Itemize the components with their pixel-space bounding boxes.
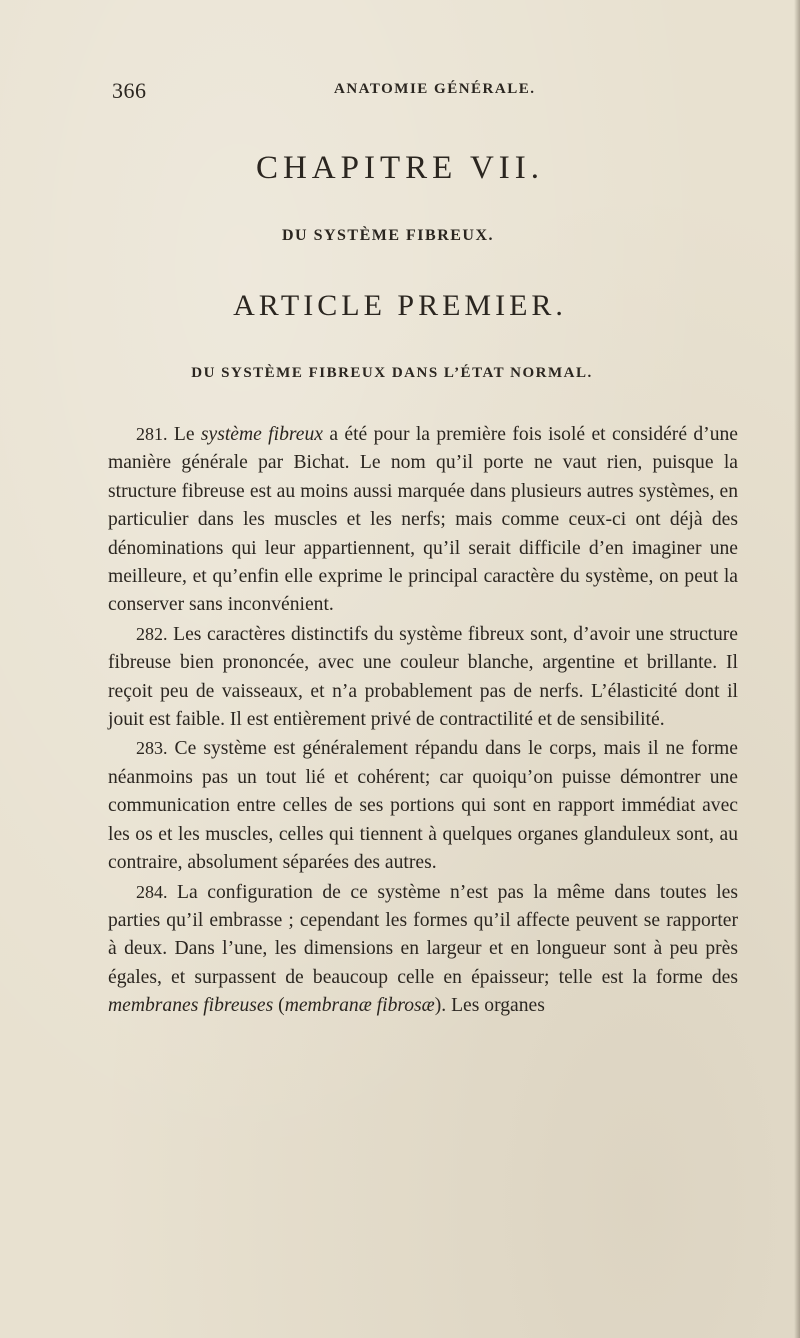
page-header xyxy=(112,78,692,102)
paragraph-282 xyxy=(108,620,738,735)
paragraph-text: Les caractères distinctifs du système fibreux sont, d’avoir une structure fibreuse bien prononcée, avec une couleur blanche, argentine et brillante. Il reçoit peu de vaisseaux, et n’a probablement pas de nerfs. L’élasticité dont il jouit est faible. Il est entièrement privé de contractilité et de sensibilité. xyxy=(108,623,738,731)
paragraph-text: La configuration de ce système n’est pas la même dans toutes les parties qu’il embrasse ; cependant les formes qu’il affecte peuvent se rapporter à deux. Dans l’une, les dimensions en largeur et en longueur sont à peu près égales, et surpassent de beaucoup celle en épaisseur; telle est la forme des xyxy=(108,881,738,988)
article-title: ARTICLE PREMIER. xyxy=(233,289,567,322)
paragraph-number: 282. xyxy=(136,623,168,644)
paragraph-text: ( xyxy=(273,995,285,1017)
paragraph-number: 284. xyxy=(136,881,168,902)
paragraph-281 xyxy=(108,420,738,620)
paragraph-text: Ce système est généralement répandu dans le corps, mais il ne forme néanmoins pas un tout lié et cohérent; car quoiqu’on puisse démontrer une communication entre celles de ses portions qui sont en rapport immédiat avec les os et les muscles, celles qui tiennent à quelques organes glanduleux sont, au contraire, absolument séparées des autres. xyxy=(108,738,738,874)
paragraph-text: a été pour la première fois isolé et considéré d’une manière générale par Bichat. Le nom qu’il porte ne vaut rien, puisque la structure fibreuse est au moins aussi marquée dans plusieurs autres systèmes, en particulier dans les muscles et les nerfs; mais comme ceux-ci ont déjà des dénominations qui leur appartiennent, qu’il serait difficile d’en imaginer une meilleure, et qu’enfin elle exprime le principal caractère du système, on peut la conserver sans inconvénient. xyxy=(108,424,739,616)
page-number: 366 xyxy=(112,78,147,103)
page-edge-shadow xyxy=(794,0,800,1338)
paragraph-284 xyxy=(108,878,738,1021)
italic-term: membranes fibreuses xyxy=(108,995,274,1017)
paragraph-text: Le xyxy=(167,424,201,445)
paragraph-text: ). Les organes xyxy=(434,995,545,1017)
chapter-subtitle: DU SYSTÈME FIBREUX. xyxy=(281,227,495,244)
article-subtitle: DU SYSTÈME FIBREUX DANS L’ÉTAT NORMAL. xyxy=(191,365,593,381)
paragraph-number: 281. xyxy=(136,424,168,444)
italic-term: système fibreux xyxy=(200,424,323,445)
paragraph-number: 283. xyxy=(136,738,168,759)
running-title: ANATOMIE GÉNÉRALE. xyxy=(334,81,536,97)
body-text xyxy=(108,420,738,1021)
chapter-title: CHAPITRE VII. xyxy=(255,150,545,186)
paragraph-283 xyxy=(108,734,738,877)
italic-term: membranæ fibrosæ xyxy=(284,995,435,1017)
